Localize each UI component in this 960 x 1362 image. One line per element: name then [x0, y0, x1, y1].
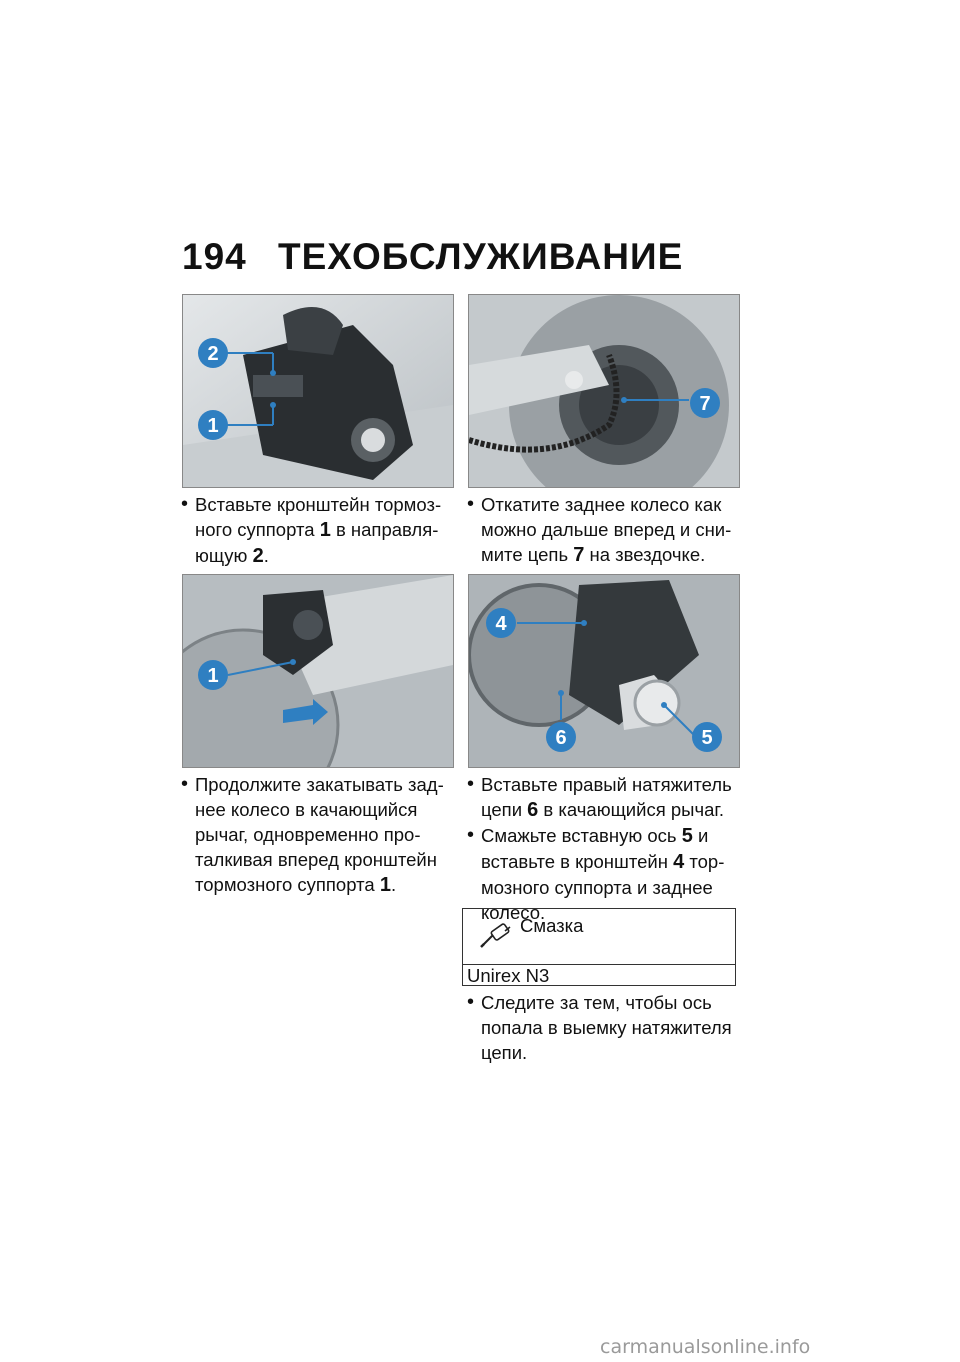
callout-marker	[198, 660, 228, 690]
photo-brake-caliper-bracket	[182, 294, 454, 488]
page-header	[182, 236, 683, 278]
callout-marker	[546, 722, 576, 752]
instruction-block	[468, 772, 744, 925]
callout-marker	[486, 608, 516, 638]
callout-marker	[692, 722, 722, 752]
instruction-block	[182, 492, 458, 569]
callout-label: 4	[495, 613, 507, 635]
instruction-block	[468, 990, 744, 1065]
lubricant-title: Смазка	[520, 915, 584, 936]
callout-marker	[690, 388, 720, 418]
photo-axle-tensioner	[468, 574, 740, 768]
instruction-block	[468, 492, 744, 568]
callout-label: 1	[207, 415, 219, 437]
grease-gun-icon	[479, 923, 513, 954]
instruction-step: • Смажьте вставную ось 5 и вставьте в кронштейн 4 тор-мозного суппорта и заднее колесо.	[468, 823, 744, 925]
callout-label: 1	[207, 665, 219, 687]
photo-chain-sprocket	[468, 294, 740, 488]
lubricant-table	[462, 908, 736, 986]
callout-marker	[198, 410, 228, 440]
callout-label: 2	[207, 343, 219, 365]
instruction-step: • Вставьте кронштейн тормоз-ного суппорта 1 в направля-ющую 2.	[182, 492, 458, 569]
callout-label: 5	[701, 727, 713, 749]
instruction-block	[182, 772, 458, 898]
photo-wheel-swingarm	[182, 574, 454, 768]
lubricant-value: Unirex N3	[467, 965, 550, 986]
instruction-step: • Продолжите закатывать зад-нее колесо в качающийся рычаг, одновременно про-талкивая вперед кронштейн тормозного суппорта 1.	[182, 772, 458, 898]
page-number: 194	[182, 236, 247, 277]
watermark: carmanualsonline.info	[600, 1336, 811, 1358]
instruction-step: • Следите за тем, чтобы ось попала в выемку натяжителя цепи.	[468, 990, 744, 1065]
callout-marker	[198, 338, 228, 368]
instruction-step: • Вставьте правый натяжитель цепи 6 в качающийся рычаг.	[468, 772, 744, 823]
section-title: ТЕХОБСЛУЖИВАНИЕ	[278, 236, 684, 277]
callout-label: 7	[699, 393, 711, 415]
callout-label: 6	[555, 727, 567, 749]
instruction-step: • Откатите заднее колесо как можно дальше вперед и сни-мите цепь 7 на звездочке.	[468, 492, 744, 568]
